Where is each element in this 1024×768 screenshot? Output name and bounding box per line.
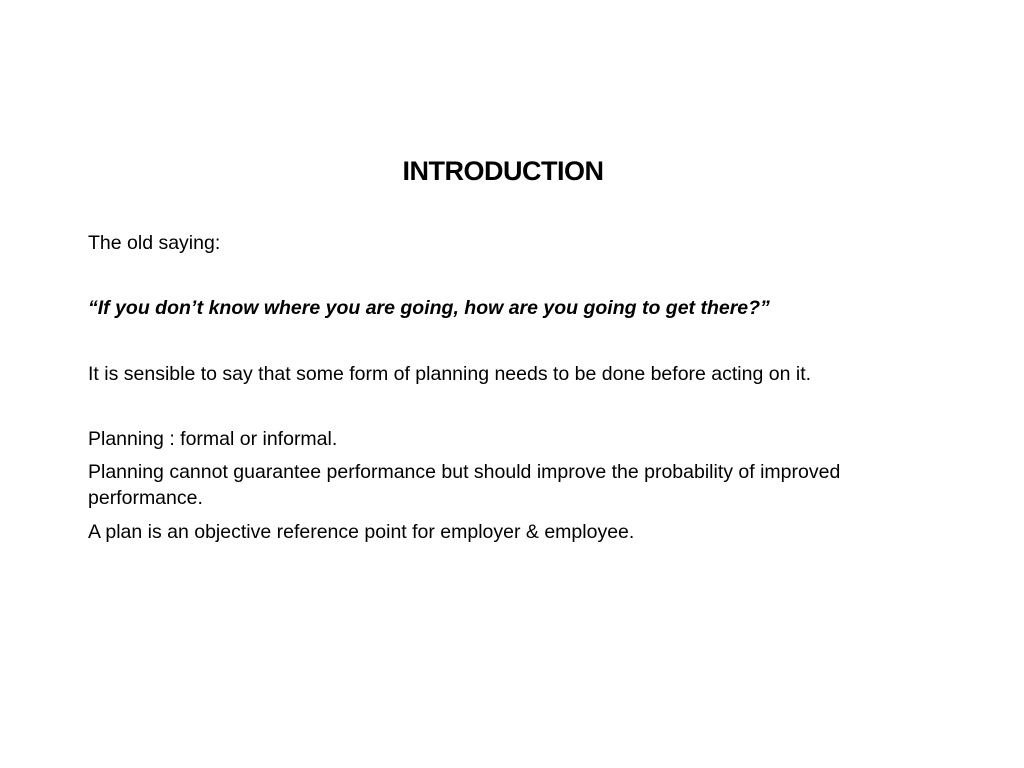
planning-guarantee-text: Planning cannot guarantee performance but should improve the probability of improved performance.	[88, 461, 841, 509]
old-saying-text: The old saying:	[88, 232, 221, 254]
planning-types-text: Planning : formal or informal.	[88, 428, 338, 450]
quote-text: “If you don’t know where you are going, how are you going to get there?”	[88, 297, 770, 319]
sensible-statement-text: It is sensible to say that some form of planning needs to be done before acting on it.	[88, 363, 812, 385]
slide-title: INTRODUCTION	[402, 156, 604, 186]
plan-reference-text: A plan is an objective reference point for employer & employee.	[88, 521, 635, 543]
